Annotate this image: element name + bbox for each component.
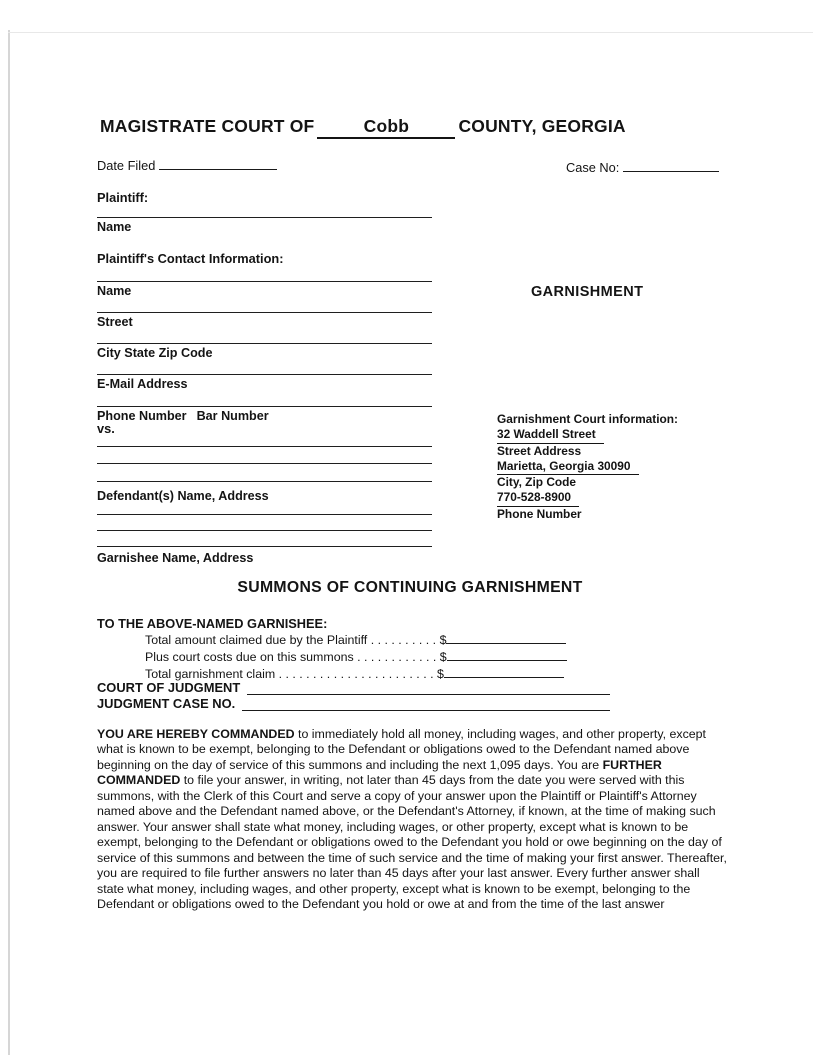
paragraph-text: to immediately hold all money, including wages, and other property, except what is known to be exempt, belonging to the Defendant or obligations owed to the Defendant named above beginning on the day of service of this summons and including the next 1,095 days. You are [97, 727, 706, 772]
case-no-blank [623, 160, 719, 172]
blank-line [97, 530, 432, 531]
judgment-case-no-blank [242, 697, 610, 711]
title-suffix: COUNTY, GEORGIA [458, 116, 626, 136]
defendant-label: Defendant(s) Name, Address [97, 489, 269, 503]
case-no-row [566, 160, 719, 175]
judgment-case-no-row [97, 696, 610, 711]
judgment-case-no-label: JUDGMENT CASE NO. [97, 696, 236, 711]
court-of-judgment-blank [247, 681, 610, 695]
field-contact-name [97, 281, 432, 298]
court-of-judgment-row [97, 680, 610, 695]
garnishment-court-info [497, 412, 737, 522]
claim-row-total-garnishment [145, 666, 564, 681]
command-paragraph [97, 727, 727, 912]
blank-line [97, 446, 432, 447]
court-city-row [497, 459, 737, 475]
field-label [97, 407, 432, 423]
blank-line [97, 546, 432, 547]
paragraph-text: to file your answer, in writing, not later than 45 days from the date you were served with this summons, with the Clerk of this Court and serve a copy of your answer upon the Plaintiff or Plaintiff's Attorney named above and the Defendant named above, or the Defendant's Attorney, if known, at the time of making such answer. Your answer shall state what money, including wages, or other property, except what is known to be exempt, belonging to the Defendant or obligations owed to the Defendant you hold or owe beginning on the day of service of this summons and between the time of such service and the time of making your first answer. Thereafter, you are required to file further answers no later than 45 days after your last answer. Every further answer shall state what money, including wages, and other property, except what is known to be exempt, belonging to the Defendant or obligations owed to the Defendant you hold or owe at and from the time of the last answer [97, 773, 727, 911]
garnishment-heading: GARNISHMENT [531, 284, 644, 300]
date-filed-row [97, 158, 277, 173]
court-phone-label: Phone Number [497, 506, 582, 521]
amount-blank [446, 632, 566, 644]
scan-edge-left [8, 30, 10, 1055]
county-blank [317, 116, 455, 139]
field-street [97, 312, 432, 329]
claim-label: Total garnishment claim [145, 667, 276, 681]
court-city-value: Marietta, Georgia 30090 [497, 459, 639, 475]
court-city-label: City, Zip Code [497, 475, 577, 490]
court-info-heading: Garnishment Court information: [497, 412, 679, 426]
blank-line [97, 481, 432, 482]
further-commanded-text: FURTHER COMMANDED [97, 757, 662, 788]
garnishee-label: Garnishee Name, Address [97, 551, 254, 565]
form-title [100, 116, 626, 139]
currency-sign: $ [439, 633, 447, 647]
claim-label: Total amount claimed due by the Plaintiff [145, 633, 368, 647]
blank-line [97, 463, 432, 464]
amount-blank [447, 649, 567, 661]
court-phone-value: 770-528-8900 [497, 490, 579, 506]
court-phone-row [497, 490, 737, 506]
field-label: Name [97, 284, 132, 298]
date-filed-label: Date Filed [97, 158, 156, 173]
field-label: Street [97, 315, 133, 329]
court-of-judgment-label: COURT OF JUDGMENT [97, 680, 241, 695]
amount-blank [444, 666, 564, 678]
case-no-label: Case No: [566, 160, 620, 175]
county-value: Cobb [363, 116, 410, 136]
field-label: City State Zip Code [97, 346, 213, 360]
summons-heading: SUMMONS OF CONTINUING GARNISHMENT [237, 579, 583, 596]
court-address-value: 32 Waddell Street [497, 427, 604, 443]
title-prefix: MAGISTRATE COURT OF [100, 116, 315, 136]
field-email [97, 374, 432, 391]
field-label: E-Mail Address [97, 377, 188, 391]
bar-number-label: Bar Number [196, 409, 269, 423]
claim-row-court-costs [145, 649, 567, 664]
dot-leader: . . . . . . . . . . . . . . . . . . . . . . . [278, 667, 434, 681]
dot-leader: . . . . . . . . . . [370, 633, 437, 647]
to-garnishee-heading: TO THE ABOVE-NAMED GARNISHEE: [97, 616, 328, 631]
field-label: Name [97, 220, 132, 234]
contact-heading: Plaintiff's Contact Information: [97, 251, 284, 266]
field-plaintiff-name [97, 217, 432, 234]
claim-row-total-amount [145, 632, 566, 647]
court-address-label: Street Address [497, 443, 582, 458]
claim-label: Plus court costs due on this summons [145, 650, 354, 664]
currency-sign: $ [439, 650, 447, 664]
phone-number-label: Phone Number [97, 409, 187, 423]
hereby-commanded-text: YOU ARE HEREBY COMMANDED [97, 727, 295, 741]
currency-sign: $ [436, 667, 444, 681]
vs-label: vs. [97, 421, 115, 436]
plaintiff-heading: Plaintiff: [97, 190, 149, 205]
blank-line [97, 514, 432, 515]
date-filed-blank [159, 158, 277, 170]
court-address-row [497, 427, 737, 443]
dot-leader: . . . . . . . . . . . . [357, 650, 437, 664]
scan-edge-top [8, 32, 813, 33]
field-phone-bar [97, 406, 432, 423]
field-city-state-zip [97, 343, 432, 360]
